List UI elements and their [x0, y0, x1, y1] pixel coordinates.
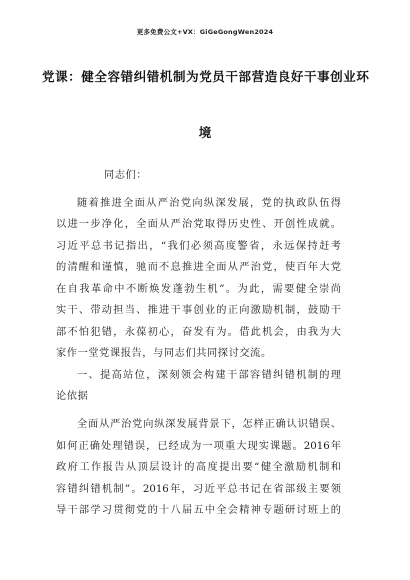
body-line: 习近平总书记指出，“我们必须高度警省，永远保持赶考 — [56, 241, 341, 252]
body-line: 政府工作报告从顶层设计的高度提出要“健全激励机制和 — [56, 462, 341, 473]
document-title-line-2: 境 — [198, 125, 212, 140]
body-line: 实干、带动担当、推进干事创业的正向激励机制，鼓励干 — [56, 305, 341, 316]
body-line: 以进一步净化，全面从严治党取得历史性、开创性成就。 — [56, 219, 341, 230]
body-line: 容错纠错机制”。2016年，习近平总书记在省部级主要领 — [56, 484, 341, 495]
salutation: 同志们： — [104, 170, 148, 181]
body-line: 全面从严治党向纵深发展背景下，怎样正确认识错误、 — [77, 419, 341, 430]
body-line: 导干部学习贯彻党的十八届五中全会精神专题研讨班上的 — [56, 505, 341, 516]
body-line: 随着推进全面从严治党向纵深发展，党的执政队伍得 — [77, 198, 341, 209]
body-line: 家作一堂党课报告，与同志们共同探讨交流。 — [56, 348, 272, 359]
header-note: 更多免费公文+VX：GiGeGongWen2024 — [136, 28, 274, 36]
body-line: 在自我革命中不断焕发蓬勃生机”。为此，需要健全崇尚 — [56, 284, 341, 295]
body-line: 部不怕犯错，永葆初心，奋发有为。借此机会，由我为大 — [56, 327, 341, 338]
section-heading-line: 一、提高站位，深刻领会构建干部容错纠错机制的理 — [77, 370, 341, 381]
body-line: 的清醒和谨慎，驰而不息推进全面从严治党，使百年大党 — [56, 262, 341, 273]
body-line: 如何正确处理错误，已经成为一项重大现实课题。2016年 — [56, 441, 341, 452]
section-heading-line: 论依据 — [56, 391, 89, 402]
document-title-line-1: 党课：健全容错纠错机制为党员干部营造良好干事创业环 — [42, 69, 370, 84]
